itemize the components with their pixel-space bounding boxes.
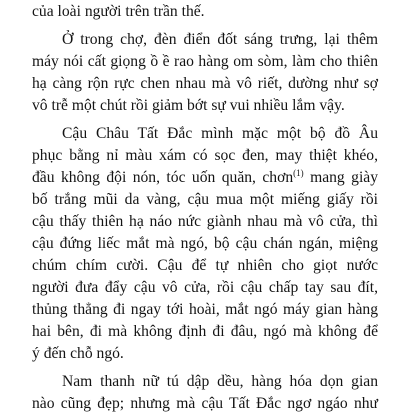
text-line: Ở trong chợ, đèn điển đốt sáng trưng, lại thêm <box>62 31 378 48</box>
text-line: hạ càng rộn rực chen nhau mà vô riết, dường như sợ <box>32 75 378 92</box>
text-line: hai bên, đi mà không định đi đâu, ngó mà không để <box>32 323 378 340</box>
text-line: vô trễ một chút rồi giảm bớt sự vui nhiều lắm vậy. <box>32 97 345 114</box>
text-line: phục bằng nỉ màu xám có sọc đen, may thiệt khéo, <box>32 147 378 164</box>
text-line: ý đến chỗ ngó. <box>32 345 124 362</box>
text-line-with-footnote <box>32 168 378 188</box>
text-line: cậu thấy thiên hạ náo nức giành nhau mà vô cửa, thì <box>32 213 378 230</box>
text-line: thủng thẳng đi ngay tới hoài, mắt ngó máy gian hàng <box>32 301 378 318</box>
text-line: cậu đứng liếc mắt mà ngó, bộ cậu chán ngán, miệng <box>32 235 378 252</box>
text-line: của loài người trên trần thế. <box>32 3 205 20</box>
footnote-marker: (1) <box>293 168 304 178</box>
text-segment: mang giày <box>303 169 378 186</box>
text-line: nào cũng đẹp; nhưng mà cậu Tất Đắc ngơ ngáo như <box>32 395 378 412</box>
text-line: bố trắng mũi da vàng, cậu mua một miếng giấy rồi <box>32 191 378 208</box>
text-line: máy nói cất giọng ồ ề rao hàng om sòm, làm cho thiên <box>32 53 378 70</box>
text-line: Nam thanh nữ tú dập dều, hàng hóa dọn gian <box>62 373 378 390</box>
text-segment: đầu không đội nón, tóc uốn quăn, chơn <box>32 169 294 186</box>
text-line: Cậu Châu Tất Đắc mình mặc một bộ đồ Âu <box>62 125 378 142</box>
text-line: chúm chím cười. Cậu để tự nhiên cho giọt nước <box>32 257 378 274</box>
text-line: người đưa đẩy cậu vô cửa, rồi cậu chấp tay sau đít, <box>32 279 378 296</box>
